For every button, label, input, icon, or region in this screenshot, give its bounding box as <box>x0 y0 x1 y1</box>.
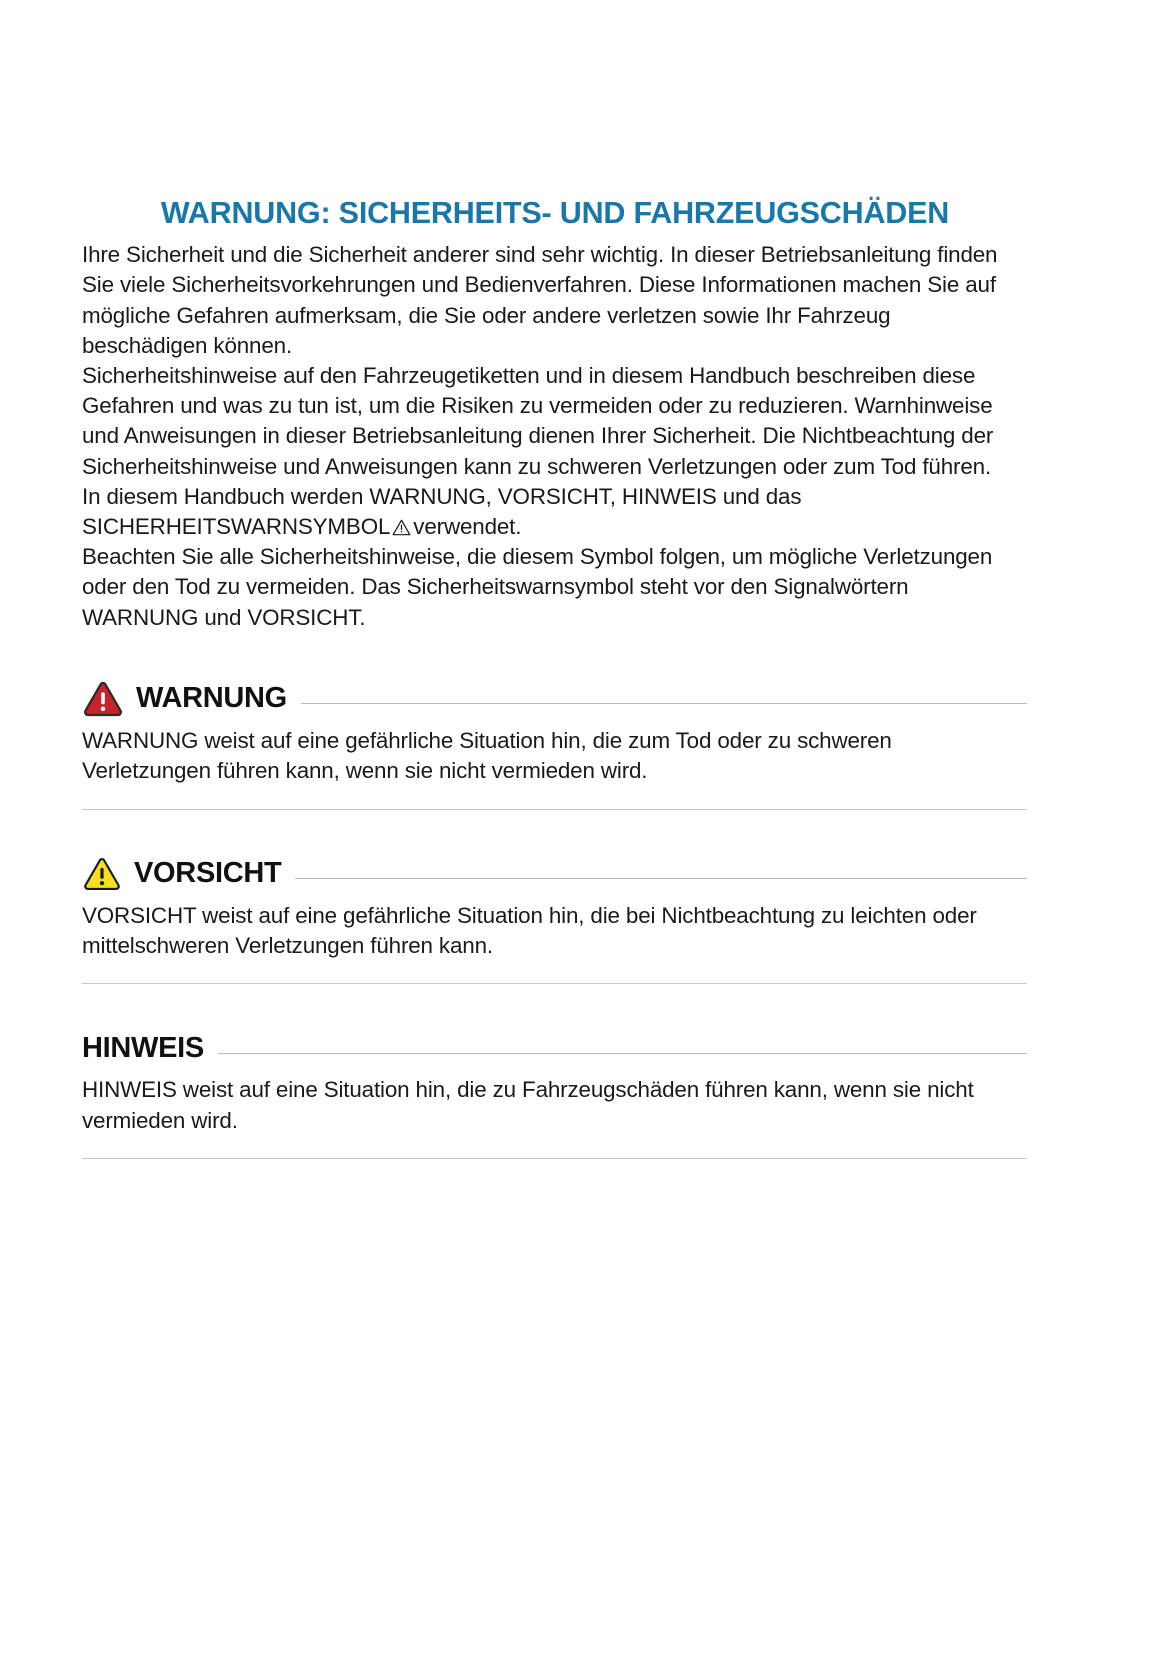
alert-bottom-rule-warnung <box>82 809 1027 810</box>
alert-body-hinweis: HINWEIS weist auf eine Situation hin, die zu Fahrzeugschäden führen kann, wenn sie nicht vermieden wird. <box>82 1077 974 1133</box>
warning-triangle-yellow-icon <box>82 856 122 891</box>
alert-bottom-rule-hinweis <box>82 1158 1027 1159</box>
alert-label-vorsicht: VORSICHT <box>134 857 282 890</box>
alert-header-warnung <box>82 679 1027 719</box>
intro-paragraph-2: Sicherheitshinweise auf den Fahrzeugetiketten und in diesem Handbuch beschreiben diese Gefahren und was zu tun ist, um die Risiken zu vermeiden oder zu reduzieren. Warnhinweise und Anweisungen in dieser Betriebsanleitung dienen Ihrer Sicherheit. Die Nichtbeachtung der Sicherheitshinweise und Anweisungen kann zu schweren Verletzungen oder zum Tod führen. <box>82 362 994 479</box>
alert-head-rule-vorsicht <box>295 878 1027 879</box>
alert-head-rule-hinweis <box>218 1053 1027 1054</box>
alert-header-vorsicht <box>82 854 1027 894</box>
alert-label-hinweis: HINWEIS <box>82 1031 204 1064</box>
alert-head-rule-warnung <box>301 703 1027 704</box>
warning-triangle-red-icon <box>82 680 124 717</box>
page-title: WARNUNG: SICHERHEITS- UND FAHRZEUGSCHÄDEN <box>160 196 950 230</box>
alert-body-vorsicht: VORSICHT weist auf eine gefährliche Situation hin, die bei Nichtbeachtung zu leichten oder mittelschweren Verletzungen führen kann. <box>82 902 977 958</box>
alert-header-hinweis <box>82 1028 1027 1068</box>
safety-alert-symbol <box>392 514 411 531</box>
alert-label-warnung: WARNUNG <box>136 682 287 715</box>
alert-block-hinweis <box>82 1028 1027 1159</box>
intro-paragraph-closing: Beachten Sie alle Sicherheitshinweise, die diesem Symbol folgen, um mögliche Verletzungen oder den Tod zu vermeiden. Das Sicherheitswarnsymbol steht vor den Signalwörtern WARNUNG und VORSICHT. <box>82 544 993 630</box>
alert-block-warnung <box>82 679 1027 810</box>
alert-block-vorsicht <box>82 854 1027 985</box>
symbol-sentence-after: verwendet. <box>413 513 522 539</box>
intro-paragraph-1: Ihre Sicherheit und die Sicherheit anderer sind sehr wichtig. In dieser Betriebsanleitung finden Sie viele Sicherheitsvorkehrungen und Bedienverfahren. Diese Informationen machen Sie auf mögliche Gefahren aufmerksam, die Sie oder andere verletzen sowie Ihr Fahrzeug beschädigen können. <box>82 242 998 358</box>
alert-body-warnung: WARNUNG weist auf eine gefährliche Situation hin, die zum Tod oder zu schweren Verletzungen führen kann, wenn sie nicht vermieden wird. <box>82 727 892 783</box>
intro-section <box>82 240 1028 633</box>
symbol-sentence-before: In diesem Handbuch werden WARNUNG, VORSICHT, HINWEIS und das SICHERHEITSWARNSYMBOL <box>82 483 802 539</box>
alert-bottom-rule-vorsicht <box>82 983 1027 984</box>
intro-paragraph-symbol <box>82 482 1012 542</box>
